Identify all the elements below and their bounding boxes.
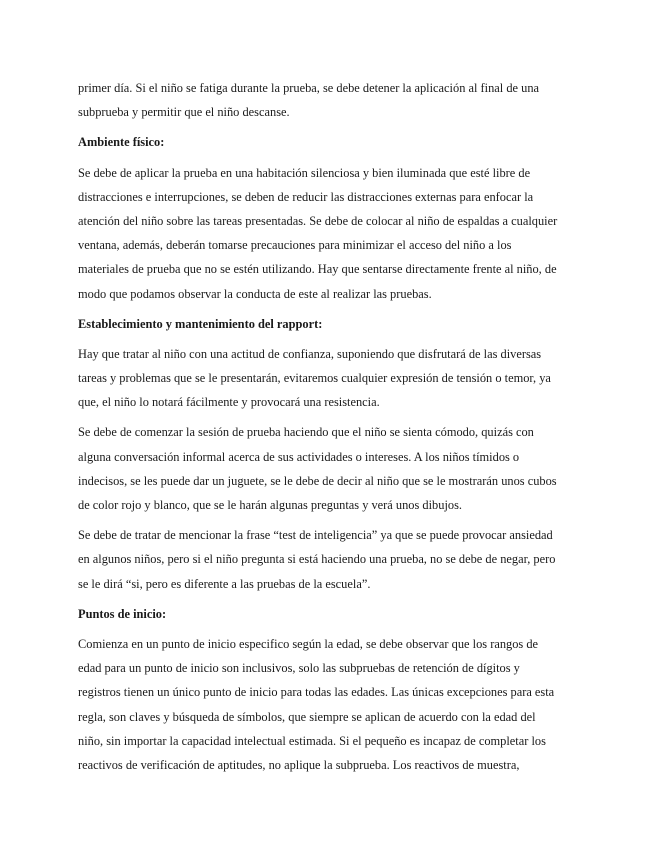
text-line: de color rojo y blanco, que se le harán algunas preguntas y verá unos dibujos. <box>78 498 463 512</box>
text-line: distracciones e interrupciones, se deben de reducir las distracciones externas para enfocar la <box>78 189 534 204</box>
paragraph-rapport-1 <box>78 342 578 415</box>
text-line: se le dirá “si, pero es diferente a las pruebas de la escuela”. <box>78 576 371 591</box>
text-line: tareas y problemas que se le presentarán, evitaremos cualquier expresión de tensión o temor, ya <box>78 371 551 386</box>
section-heading-rapport <box>78 312 578 336</box>
text-line: registros tienen un único punto de inicio para todas las edades. Las únicas excepciones para esta <box>78 685 555 700</box>
text-line: reactivos de verificación de aptitudes, no aplique la subprueba. Los reactivos de muestra, <box>78 757 520 772</box>
text-line: alguna conversación informal acerca de sus actividades o intereses. A los niños tímidos o <box>78 449 520 464</box>
text-line: niño, sin importar la capacidad intelectual estimada. Si el pequeño es incapaz de completar los <box>78 733 546 748</box>
text-line: atención del niño sobre las tareas presentadas. Se debe de colocar al niño de espaldas a cualquier <box>78 213 558 228</box>
text-line: edad para un punto de inicio son inclusivos, solo las subpruebas de retención de dígitos y <box>78 661 520 676</box>
text-line: Hay que tratar al niño con una actitud de confianza, suponiendo que disfrutará de las diversas <box>78 346 542 361</box>
heading-ambiente-fisico: Ambiente físico: <box>78 135 165 150</box>
text-line: Se debe de tratar de mencionar la frase “test de inteligencia” ya que se puede provocar ansiedad <box>78 528 553 543</box>
text-line: ventana, además, deberán tomarse precauciones para minimizar el acceso del niño a los <box>78 238 512 253</box>
paragraph-rapport-3 <box>78 523 578 596</box>
section-heading-inicio <box>78 602 578 626</box>
text-line: indecisos, se les puede dar un juguete, se le debe de decir al niño que se le mostrarán unos cubos <box>78 473 557 488</box>
document-body <box>78 76 578 783</box>
text-line: regla, son claves y búsqueda de símbolos, que siempre se aplican de acuerdo con la edad del <box>78 709 536 724</box>
paragraph-rapport-2 <box>78 420 578 517</box>
text-line: Se debe de aplicar la prueba en una habitación silenciosa y bien iluminada que esté libre de <box>78 165 531 180</box>
text-line: modo que podamos observar la conducta de este al realizar las pruebas. <box>78 286 432 301</box>
text-line: subprueba y permitir que el niño descanse. <box>78 105 290 120</box>
text-line: en algunos niños, pero si el niño pregunta si está haciendo una prueba, no se debe de negar, pero <box>78 552 556 567</box>
text-line: primer día. Si el niño se fatiga durante la prueba, se debe detener la aplicación al final de una <box>78 81 540 95</box>
paragraph-ambiente <box>78 161 578 306</box>
section-heading-ambiente <box>78 130 578 154</box>
paragraph-inicio <box>78 632 578 777</box>
text-line: que, el niño lo notará fácilmente y provocará una resistencia. <box>78 395 380 410</box>
heading-puntos-de-inicio: Puntos de inicio: <box>78 606 167 621</box>
text-line: materiales de prueba que no se estén utilizando. Hay que sentarse directamente frente al niño, de <box>78 262 557 277</box>
text-line: Comienza en un punto de inicio especifico según la edad, se debe observar que los rangos de <box>78 636 539 651</box>
paragraph-continuation <box>78 76 578 124</box>
heading-rapport: Establecimiento y mantenimiento del rapport: <box>78 316 323 331</box>
text-line: Se debe de comenzar la sesión de prueba haciendo que el niño se sienta cómodo, quizás con <box>78 425 534 440</box>
